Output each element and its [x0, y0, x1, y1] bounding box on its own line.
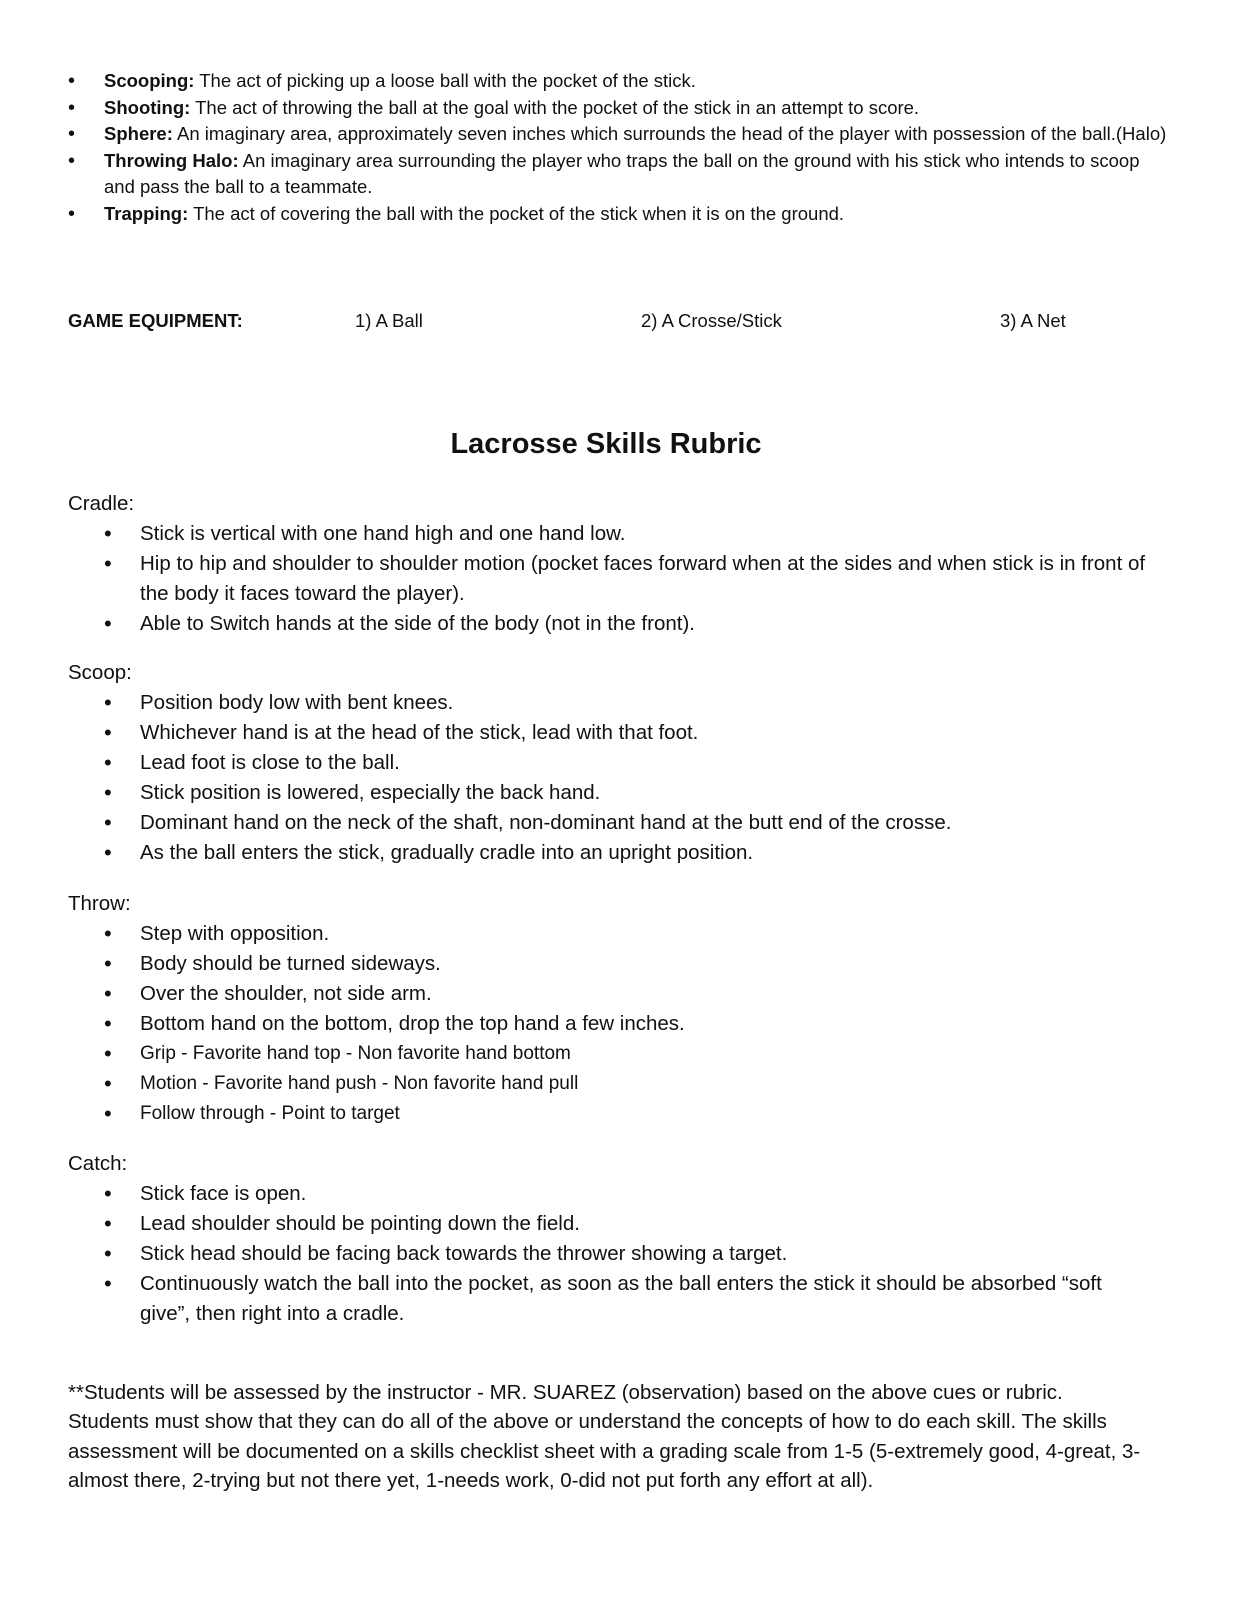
glossary-item: [68, 95, 1168, 122]
glossary-definition: An imaginary area, approximately seven inches which surrounds the head of the player with possession of the ball.(Halo): [172, 123, 1167, 145]
section-label: Throw:: [68, 892, 131, 915]
glossary-term: Shooting:: [104, 96, 191, 118]
cue-item: • Dominant hand on the neck of the shaft, non-dominant hand at the butt end of the crosse.: [68, 808, 1148, 838]
glossary-term: Throwing Halo:: [104, 149, 239, 171]
cue-item: • Stick head should be facing back towards the thrower showing a target.: [68, 1239, 1148, 1269]
glossary-definition: The act of picking up a loose ball with the pocket of the stick.: [194, 70, 696, 91]
equipment-label: GAME EQUIPMENT:: [68, 310, 243, 331]
cue-item: • Able to Switch hands at the side of the body (not in the front).: [68, 609, 1148, 639]
glossary-item: [68, 68, 1168, 95]
section-catch: [68, 1149, 1148, 1329]
glossary-definition: The act of covering the ball with the pocket of the stick when it is on the ground.: [188, 202, 845, 224]
game-equipment-line: [68, 310, 1168, 338]
cue-item: • Grip - Favorite hand top - Non favorite hand bottom: [68, 1039, 1148, 1069]
section-cradle: [68, 489, 1148, 639]
glossary-term: Scooping:: [104, 70, 195, 91]
cue-list: [68, 919, 1148, 1129]
cue-item: • Step with opposition.: [68, 919, 1148, 949]
cue-item: • Stick position is lowered, especially the back hand.: [68, 778, 1148, 808]
cue-item: • Motion - Favorite hand push - Non favorite hand pull: [68, 1069, 1148, 1099]
equipment-item-stick: 2) A Crosse/Stick: [641, 310, 782, 331]
cue-list: [68, 688, 1148, 868]
section-label: Scoop:: [68, 661, 132, 684]
cue-item: • Continuously watch the ball into the pocket, as soon as the ball enters the stick it should be absorbed “soft give”, then right into a cradle.: [68, 1269, 1148, 1329]
glossary-term: Trapping:: [104, 202, 189, 224]
glossary-definition: An imaginary area surrounding the player who traps the ball on the ground with his stick who intends to scoop and pass the ball to a teammate.: [104, 149, 1140, 198]
cue-item: • Over the shoulder, not side arm.: [68, 979, 1148, 1009]
section-scoop: [68, 658, 1148, 868]
cue-item: • Lead shoulder should be pointing down the field.: [68, 1209, 1148, 1239]
glossary-item: [68, 148, 1168, 201]
cue-item: • Bottom hand on the bottom, drop the top hand a few inches.: [68, 1009, 1148, 1039]
glossary-definition: The act of throwing the ball at the goal with the pocket of the stick in an attempt to score.: [190, 96, 920, 118]
assessment-note: **Students will be assessed by the instructor - MR. SUAREZ (observation) based on the above cues or rubric. Students must show that they can do all of the above or understand the concepts of how to do each skill. The skills assessment will be documented on a skills checklist sheet with a grading scale from 1-5 (5-extremely good, 4-great, 3-almost there, 2-trying but not there yet, 1-needs work, 0-did not put forth any effort at all).: [68, 1380, 1141, 1492]
section-label: Catch:: [68, 1152, 128, 1175]
cue-item: • Lead foot is close to the ball.: [68, 748, 1148, 778]
cue-item: • Position body low with bent knees.: [68, 688, 1148, 718]
glossary-item: [68, 121, 1168, 148]
cue-item: • Stick is vertical with one hand high and one hand low.: [68, 519, 1148, 549]
cue-item: • Whichever hand is at the head of the stick, lead with that foot.: [68, 718, 1148, 748]
equipment-item-ball: 1) A Ball: [355, 310, 423, 331]
glossary-term: Sphere:: [104, 123, 173, 145]
cue-list: [68, 519, 1148, 639]
cue-item: • As the ball enters the stick, gradually cradle into an upright position.: [68, 838, 1148, 868]
glossary-list: [68, 68, 1168, 228]
equipment-item-net: 3) A Net: [1000, 310, 1066, 331]
cue-item: • Follow through - Point to target: [68, 1099, 1148, 1129]
cue-list: [68, 1179, 1148, 1329]
section-throw: [68, 889, 1148, 1129]
cue-item: • Stick face is open.: [68, 1179, 1148, 1209]
section-label: Cradle:: [68, 492, 135, 515]
glossary-item: [68, 201, 1168, 228]
page-title: Lacrosse Skills Rubric: [450, 428, 762, 460]
cue-item: • Body should be turned sideways.: [68, 949, 1148, 979]
cue-item: • Hip to hip and shoulder to shoulder motion (pocket faces forward when at the sides and when stick is in front of the body it faces toward the player).: [68, 549, 1148, 609]
